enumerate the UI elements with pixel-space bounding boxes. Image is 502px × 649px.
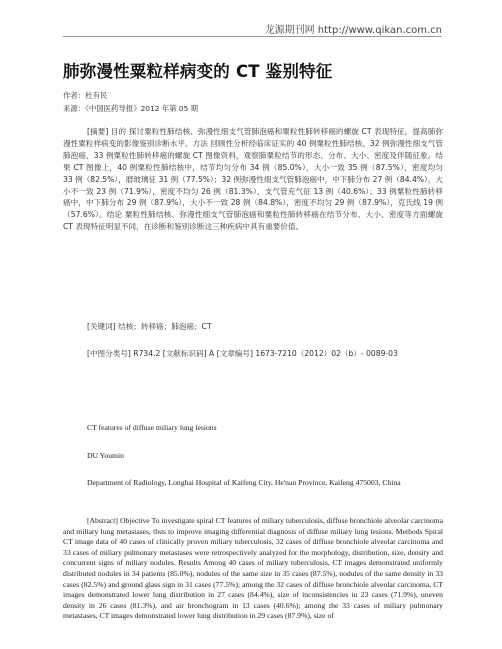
english-title: CT features of diffuse miliary lung lesions (87, 423, 217, 432)
abstract-cn: [摘要] 目的 探讨粟粒性肺结核、弥漫性细支气管肺泡癌和粟粒性肺转移癌的螺旋 CT 表现特征，提高肺弥漫性粟粒样病变的影像鉴别诊断水平。方法 回顾性分析经临床证实的 40 例粟粒性肺结核、32 例弥漫性细支气管肺泡癌、33 例粟粒性肺转移癌的螺旋 CT 图像资料，观察肺粟粒结节的形态、分布、大小、密度及伴随征象。结果 CT 图像上，40 例粟粒性肺结核中，结节均匀分布 34 例（85.0%），大小一致 35 例（87.5%），密度均匀 33 例（82.5%），磨玻璃征 31 例（77.5%）；32 例弥漫性细支气管肺泡癌中，中下肺分布 27 例（84.4%），大小不一致 23 例（71.9%），密度不均匀 26 例（81.3%），支气管充气征 13 例（40.6%）；33 例粟粒性肺转移癌中，中下肺分布 29 例（87.9%），大小不一致 28 例（84.8%），密度不均匀 29 例（87.9%），克氏线 19 例（57.6%）。结论 粟粒性肺结核、弥漫性细支气管肺泡癌和粟粒性肺转移癌在结节分布、大小、密度等方面螺旋 CT 表现特征明显不同，在诊断和鉴别诊断这三种疾病中具有重要价值。 (63, 127, 443, 232)
english-author: DU Youmin (87, 451, 124, 460)
author-line: 作者：杜有民 (63, 91, 108, 100)
english-affiliation: Department of Radiology, Longhai Hospital of Kaifeng City, He'nan Province, Kaifeng 475003, China (87, 478, 401, 487)
classification-cn: [中图分类号] R734.2 [文献标识码] A [文章编号] 1673-7210（2012）02（b）- 0089-03 (87, 349, 398, 358)
source-line: 来源：《中国医药导报》2012 年第 05 期 (63, 104, 199, 113)
keywords-cn: [关键词] 结核；转移癌；肺泡癌；CT (87, 322, 212, 331)
abstract-en: [Abstract] Objective To investigate spiral CT features of miliary tuberculosis, diffuse bronchiole alveolar carcinoma and miliary lung metastases, thus to improve imaging differential diagnosis of diffuse miliary lung lesions. Methods Spiral CT image data of 40 cases of clinically proven miliary tuberculosis, 32 cases of diffuse bronchiole alveolar carcinoma and 33 cases of miliary pulmonary metastases were retrospectively analyzed for the morphology, distribution, size, density and concurrent signs of miliary nodules. Results Among 40 cases of miliary tuberculosis, CT images demonstrated uniformly distributed nodules in 34 patients (85.0%), nodules of the same size in 35 cases (87.5%), nodules of the same density in 33 cases (82.5%) and ground glass sign in 31 cases (77.5%); among the 32 cases of diffuse bronchiole alveolar carcinoma, CT images demonstrated lower lung distribution in 27 cases (84.4%), size of inconsistencies in 23 cases (71.9%), uneven density in 26 cases (81.3%), and air bronchogram in 13 cases (40.6%); among the 33 cases of miliary pulmonary metastases, CT images demonstrated lower lung distribution in 29 cases (87.9%), size of (63, 516, 443, 621)
article-title: 肺弥漫性粟粒样病变的 CT 鉴别特征 (63, 62, 333, 81)
journal-site-header: 龙源期刊网 http://www.qikan.com.cn (264, 25, 442, 36)
header-divider (63, 36, 442, 37)
